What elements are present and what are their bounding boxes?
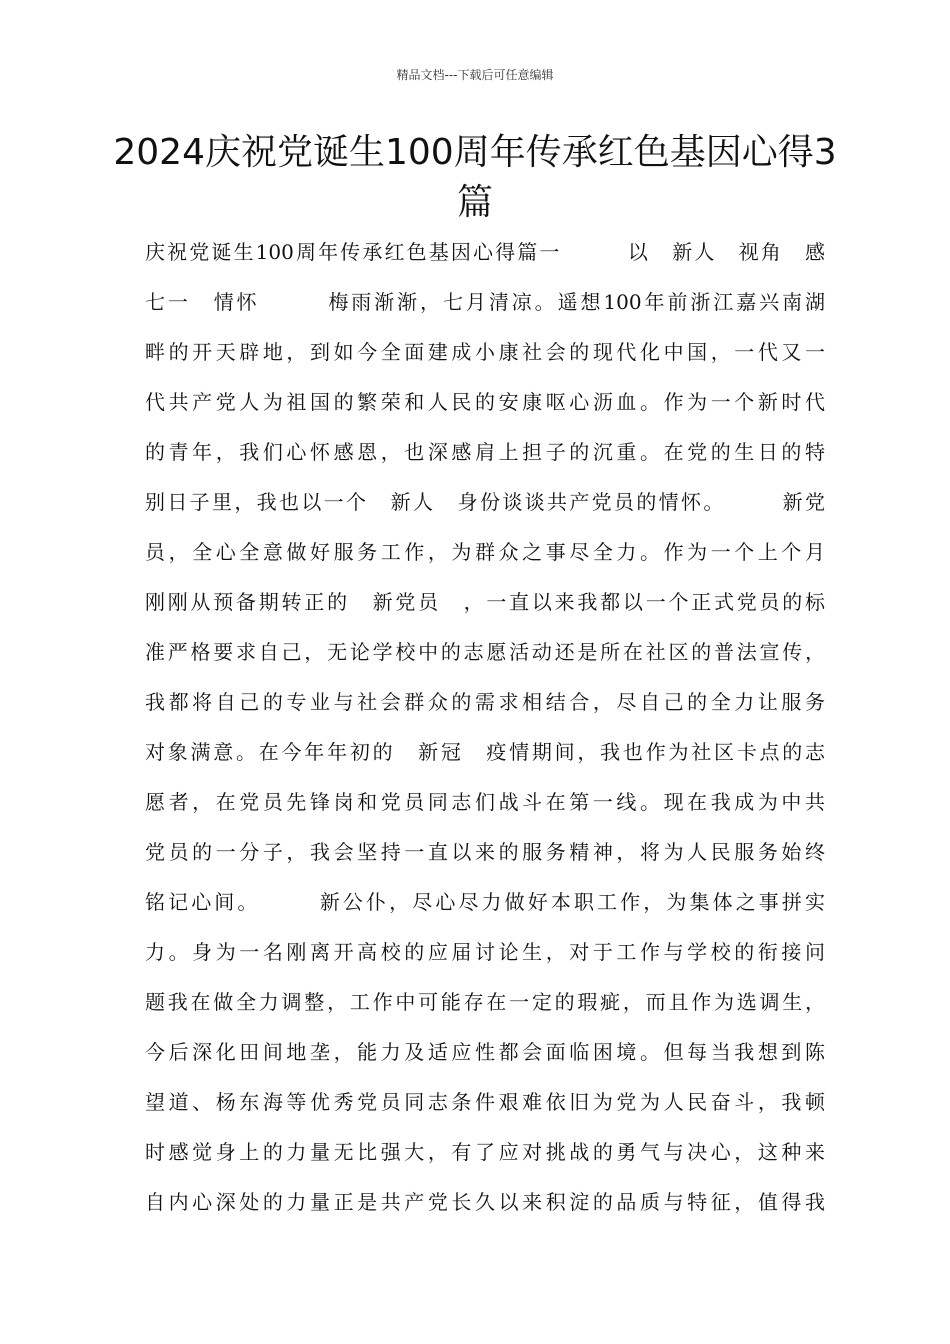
body-line: 时感觉身上的力量无比强大，有了应对挑战的勇气与决心，这种来: [145, 1140, 825, 1164]
body-line: 畔的开天辟地，到如今全面建成小康社会的现代化中国，一代又一: [145, 340, 825, 364]
body-line: 今后深化田间地垄，能力及适应性都会面临困境。但每当我想到陈: [145, 1040, 825, 1064]
body-line: 我都将自己的专业与社会群众的需求相结合，尽自己的全力让服务: [145, 690, 825, 714]
body-line: 对象满意。在今年年初的 新冠 疫情期间，我也作为社区卡点的志: [145, 740, 825, 764]
body-line: 铭记心间。 新公仆，尽心尽力做好本职工作，为集体之事拼实: [145, 890, 825, 914]
body-line: 员，全心全意做好服务工作，为群众之事尽全力。作为一个上个月: [145, 540, 825, 564]
body-line: 刚刚从预备期转正的 新党员 ，一直以来我都以一个正式党员的标: [145, 590, 825, 614]
body-line: 代共产党人为祖国的繁荣和人民的安康呕心沥血。作为一个新时代: [145, 390, 825, 414]
document-title: 2024庆祝党诞生100周年传承红色基因心得3篇: [113, 132, 837, 223]
body-line: 力。身为一名刚离开高校的应届讨论生，对于工作与学校的衔接问: [145, 940, 825, 964]
body-line: 党员的一分子，我会坚持一直以来的服务精神，将为人民服务始终: [145, 840, 825, 864]
header-note: 精品文档---下载后可任意编辑: [396, 68, 554, 82]
body-line: 愿者，在党员先锋岗和党员同志们战斗在第一线。现在我成为中共: [145, 790, 825, 814]
body-line: 准严格要求自己，无论学校中的志愿活动还是所在社区的普法宣传，: [145, 640, 825, 664]
body-line: 别日子里，我也以一个 新人 身份谈谈共产党员的情怀。 新党: [145, 490, 825, 514]
body-line: 的青年，我们心怀感恩，也深感肩上担子的沉重。在党的生日的特: [145, 440, 825, 464]
body-text: [145, 227, 825, 1227]
body-line: 七一 情怀 梅雨渐渐，七月清凉。遥想100年前浙江嘉兴南湖: [145, 290, 825, 314]
body-line: 题我在做全力调整，工作中可能存在一定的瑕疵，而且作为选调生，: [145, 990, 825, 1014]
body-line: 望道、杨东海等优秀党员同志条件艰难依旧为党为人民奋斗，我顿: [145, 1090, 825, 1114]
body-line: 庆祝党诞生100周年传承红色基因心得篇一 以 新人 视角 感: [145, 240, 825, 264]
body-line: 自内心深处的力量正是共产党长久以来积淀的品质与特征，值得我: [145, 1190, 825, 1214]
